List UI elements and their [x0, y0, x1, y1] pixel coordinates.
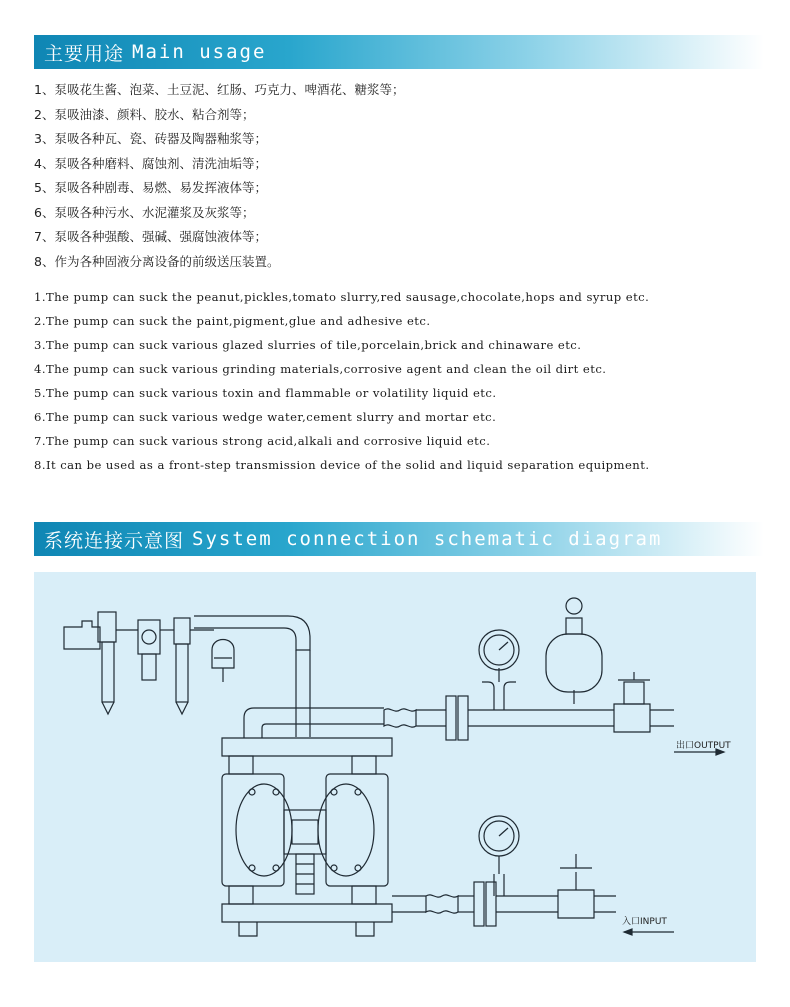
- inlet-line: [392, 816, 616, 926]
- section-title-zh: 系统连接示意图: [44, 529, 185, 552]
- usage-item-zh: 2、泵吸油漆、颜料、胶水、粘合剂等；: [34, 106, 255, 122]
- usage-item-en: 6.The pump can suck various wedge water,cement slurry and mortar etc.: [34, 410, 497, 424]
- section-title-zh: 主要用途: [44, 42, 125, 65]
- usage-item-en: 1.The pump can suck the peanut,pickles,tomato slurry,red sausage,chocolate,hops and syrup etc.: [34, 290, 650, 304]
- usage-item-zh: 4、泵吸各种磨料、腐蚀剂、清洗油垢等；: [34, 155, 267, 171]
- usage-item-en: 3.The pump can suck various glazed slurries of tile,porcelain,brick and chinaware etc.: [34, 338, 582, 352]
- usage-item-en: 5.The pump can suck various toxin and flammable or volatility liquid etc.: [34, 386, 497, 400]
- system-connection-diagram: [34, 572, 756, 962]
- usage-item-en: 4.The pump can suck various grinding materials,corrosive agent and clean the oil dirt etc.: [34, 362, 607, 376]
- usage-item-en: 2.The pump can suck the paint,pigment,glue and adhesive etc.: [34, 314, 431, 328]
- usage-list-zh: [34, 78, 404, 274]
- usage-item-zh: 6、泵吸各种污水、水泥灌浆及灰浆等；: [34, 204, 255, 220]
- outlet-line: [244, 598, 674, 740]
- section-banner-main-usage: [34, 35, 764, 69]
- section-title-en: System connection schematic diagram: [192, 528, 663, 550]
- section-banner-diagram: [34, 522, 764, 556]
- air-supply-pipe: [194, 616, 310, 737]
- usage-item-en: 7.The pump can suck various strong acid,alkali and corrosive liquid etc.: [34, 434, 491, 448]
- air-frl-unit: [64, 612, 234, 714]
- usage-item-zh: 7、泵吸各种强酸、强碱、强腐蚀液体等；: [34, 229, 267, 244]
- output-label: 出口OUTPUT: [676, 741, 731, 751]
- usage-item-zh: 3、泵吸各种瓦、瓷、砖器及陶器釉浆等；: [34, 131, 267, 146]
- usage-item-zh: 1、泵吸花生酱、泡菜、土豆泥、红肠、巧克力、啤酒花、糖浆等；: [34, 82, 405, 97]
- usage-item-en: 8.It can be used as a front-step transmission device of the solid and liquid separation equipment.: [34, 458, 650, 472]
- diaphragm-pump: [222, 738, 392, 936]
- usage-list-en: [34, 285, 649, 477]
- usage-item-zh: 8、作为各种固液分离设备的前级送压装置。: [34, 253, 280, 269]
- usage-item-zh: 5、泵吸各种剧毒、易燃、易发挥液体等；: [34, 180, 267, 195]
- flow-arrows: [624, 749, 724, 935]
- input-label: 入口INPUT: [622, 917, 667, 927]
- section-title-en: Main usage: [132, 41, 267, 63]
- schematic-drawing: [34, 572, 756, 962]
